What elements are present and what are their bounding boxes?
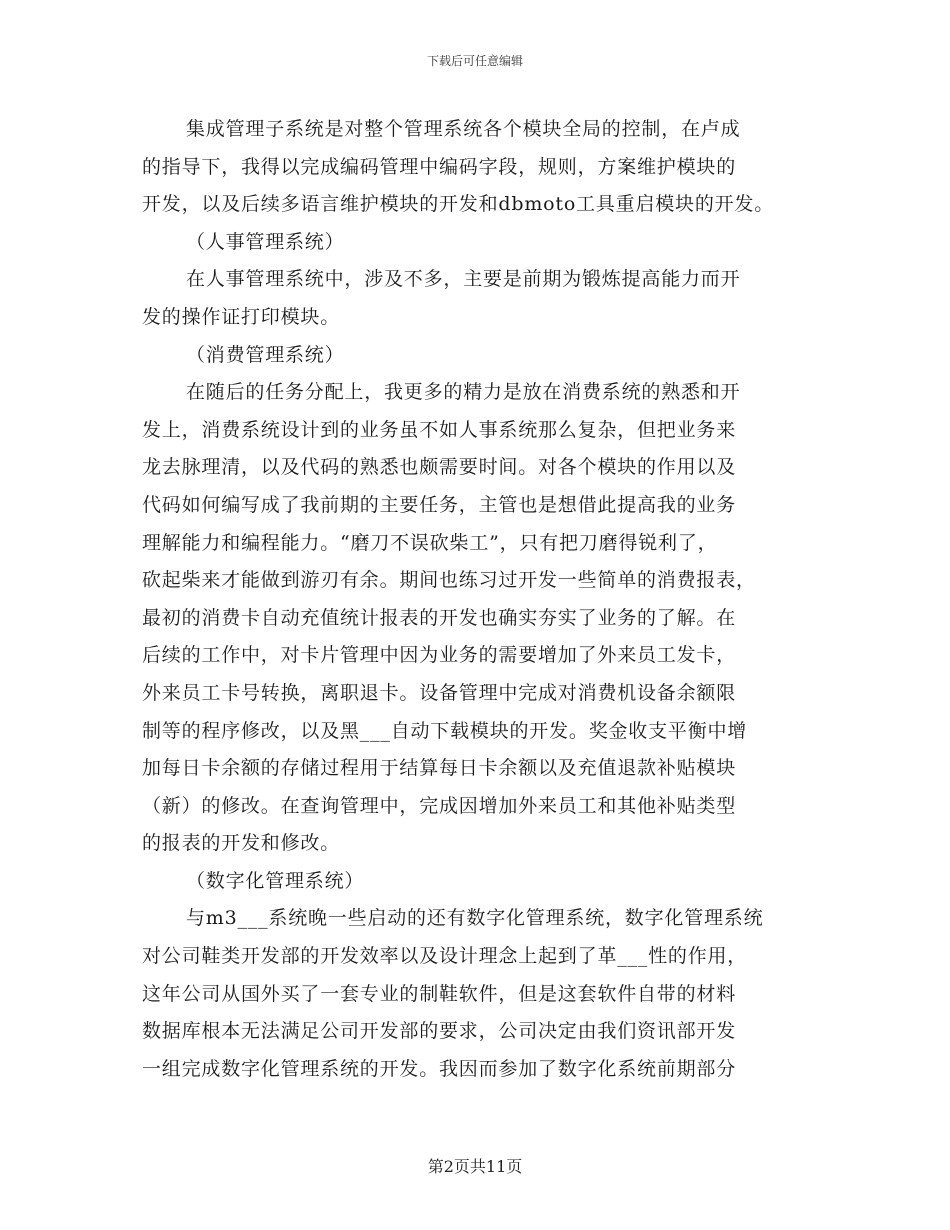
text-line: 理解能力和编程能力。“磨刀不误砍柴工”，只有把刀磨得锐利了， xyxy=(142,531,718,554)
text-line: 在随后的任务分配上，我更多的精力是放在消费系统的熟悉和开 xyxy=(186,381,741,404)
text-line: 代码如何编写成了我前期的主要任务，主管也是想借此提高我的业务 xyxy=(142,493,737,516)
text-line: 的指导下，我得以完成编码管理中编码字段，规则，方案维护模块的 xyxy=(142,155,737,178)
text-line: 外来员工卡号转换，离职退卡。设备管理中完成对消费机设备余额限 xyxy=(142,681,737,704)
text-line: 后续的工作中，对卡片管理中因为业务的需要增加了外来员工发卡， xyxy=(142,644,737,667)
text-line: 在人事管理系统中，涉及不多，主要是前期为锻炼提高能力而开 xyxy=(186,268,741,291)
document-body xyxy=(142,111,817,1088)
text-line: 一组完成数字化管理系统的开发。我因而参加了数字化系统前期部分 xyxy=(142,1057,737,1080)
text-line: 龙去脉理清，以及代码的熟悉也颇需要时间。对各个模块的作用以及 xyxy=(142,456,737,479)
text-line: 这年公司从国外买了一套专业的制鞋软件，但是这套软件自带的材料 xyxy=(142,982,737,1005)
text-line: 发的操作证打印模块。 xyxy=(142,305,341,328)
text-line: 对公司鞋类开发部的开发效率以及设计理念上起到了革___性的作用， xyxy=(142,945,748,968)
text-line: 的报表的开发和修改。 xyxy=(142,832,341,855)
section-heading: （人事管理系统） xyxy=(186,230,345,253)
text-line: 与m3___系统晚一些启动的还有数字化管理系统，数字化管理系统 xyxy=(186,907,764,930)
text-line: 最初的消费卡自动充值统计报表的开发也确实夯实了业务的了解。在 xyxy=(142,606,737,629)
text-line: （新）的修改。在查询管理中，完成因增加外来员工和其他补贴类型 xyxy=(142,794,737,817)
text-line: 数据库根本无法满足公司开发部的要求，公司决定由我们资讯部开发 xyxy=(142,1020,737,1043)
section-heading: （数字化管理系统） xyxy=(186,869,365,892)
text-line: 发上，消费系统设计到的业务虽不如人事系统那么复杂，但把业务来 xyxy=(142,418,737,441)
text-line: 制等的程序修改，以及黑___自动下载模块的开发。奖金收支平衡中增 xyxy=(142,719,748,742)
text-line: 加每日卡余额的存储过程用于结算每日卡余额以及充值退款补贴模块 xyxy=(142,757,737,780)
text-line: 开发，以及后续多语言维护模块的开发和dbmoto工具重启模块的开发。 xyxy=(142,193,775,216)
text-line: 砍起柴来才能做到游刃有余。期间也练习过开发一些简单的消费报表， xyxy=(142,569,756,592)
section-heading: （消费管理系统） xyxy=(186,343,345,366)
page-footer: 第2页共11页 xyxy=(427,1157,523,1176)
page-header: 下载后可任意编辑 xyxy=(426,54,523,68)
text-line: 集成管理子系统是对整个管理系统各个模块全局的控制，在卢成 xyxy=(186,118,741,140)
